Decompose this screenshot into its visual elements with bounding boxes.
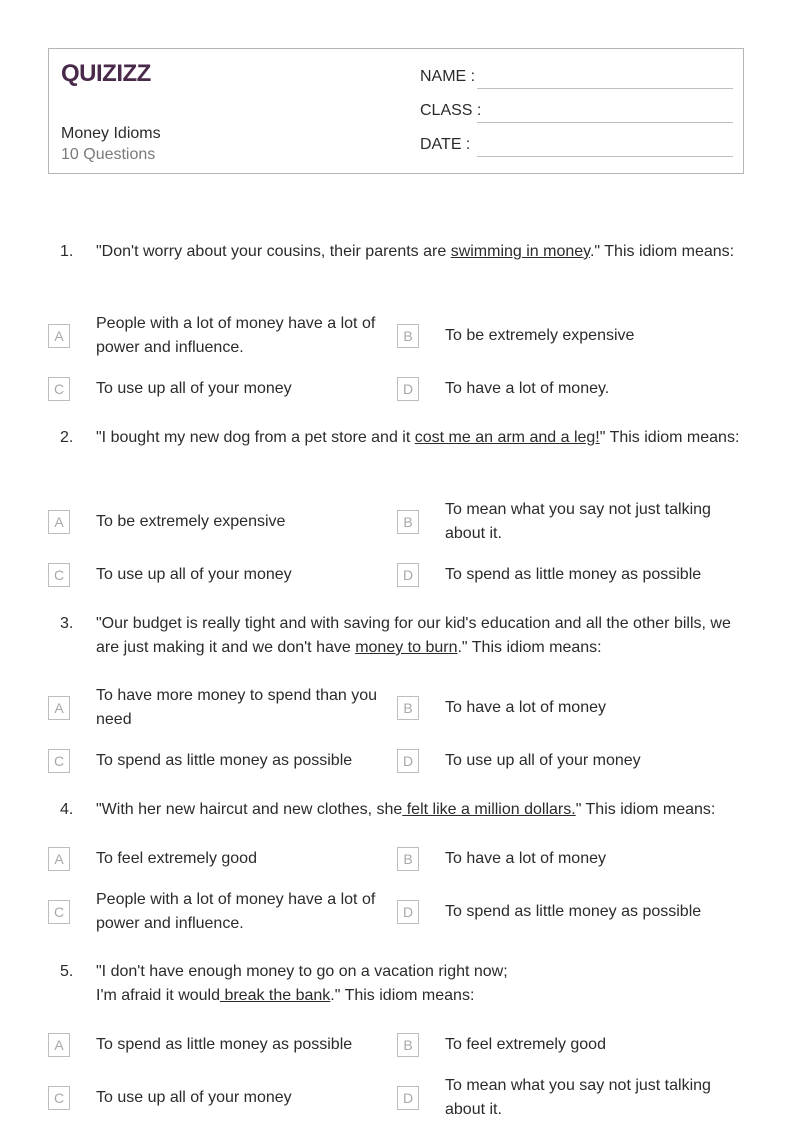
option-text: To spend as little money as possible (96, 1036, 353, 1053)
option-letter[interactable]: A (48, 510, 70, 534)
q4-option-d[interactable] (397, 888, 746, 936)
date-line[interactable] (477, 156, 733, 157)
option-text: To have a lot of money. (445, 380, 610, 397)
option-text: To be extremely expensive (445, 327, 635, 344)
option-letter[interactable]: A (48, 696, 70, 720)
idiom: break the bank (220, 987, 331, 1004)
q5-option-d[interactable] (397, 1074, 746, 1122)
question-text-after: ." This idiom means: (589, 243, 735, 260)
option-text: To have a lot of money (445, 699, 606, 716)
question-number: 5. (60, 963, 74, 980)
idiom: cost me an arm and a leg! (414, 429, 600, 446)
class-field[interactable] (420, 102, 733, 126)
option-text: People with a lot of money have a lot of power and influence. (96, 315, 376, 356)
option-text: To use up all of your money (96, 566, 292, 583)
q3-option-b[interactable] (397, 684, 746, 732)
question-text-after: ." This idiom means: (457, 639, 602, 656)
option-letter[interactable]: D (397, 749, 419, 773)
question-text-before: I'm afraid it would (96, 987, 220, 1004)
question-text-before: "With her new haircut and new clothes, she (96, 801, 403, 818)
option-letter[interactable]: D (397, 563, 419, 587)
option-letter[interactable]: A (48, 847, 70, 871)
question-text-line1: "I don't have enough money to go on a vacation right now; (96, 963, 508, 980)
q2-option-d[interactable] (397, 551, 746, 599)
q3-option-c[interactable] (48, 737, 397, 785)
quiz-title: Money Idioms (61, 125, 161, 142)
q5-option-c[interactable] (48, 1074, 397, 1122)
question-text (96, 960, 744, 1008)
question-text-after: ." This idiom means: (330, 987, 475, 1004)
question-count: 10 Questions (61, 146, 156, 163)
option-letter[interactable]: D (397, 1086, 419, 1110)
option-text: To spend as little money as possible (96, 752, 353, 769)
name-line[interactable] (477, 88, 733, 89)
question-text-before: "I bought my new dog from a pet store and it (96, 429, 415, 446)
option-text: To have a lot of money (445, 850, 606, 867)
option-text: To have more money to spend than you need (96, 687, 378, 728)
idiom: money to burn (355, 639, 458, 656)
idiom: felt like a million dollars. (402, 801, 576, 818)
option-letter[interactable]: D (397, 377, 419, 401)
option-text: To spend as little money as possible (445, 566, 702, 583)
question-number: 2. (60, 429, 74, 446)
option-letter[interactable]: B (397, 847, 419, 871)
option-text: To feel extremely good (445, 1036, 606, 1053)
q4-option-c[interactable] (48, 888, 397, 936)
question-text-before: "Don't worry about your cousins, their parents are (96, 243, 451, 260)
question-number: 4. (60, 801, 74, 818)
q2-option-b[interactable] (397, 498, 746, 546)
question-text (96, 612, 744, 660)
option-text: To mean what you say not just talking about it. (445, 1077, 711, 1118)
option-letter[interactable]: C (48, 1086, 70, 1110)
question-text-before: "Our budget is really tight and with saving for our kid's education and all the other bills, we are just making it and we don't have (96, 615, 731, 656)
option-text: To use up all of your money (445, 752, 641, 769)
class-line[interactable] (477, 122, 733, 123)
option-text: To feel extremely good (96, 850, 257, 867)
question-number: 3. (60, 615, 74, 632)
option-text: To be extremely expensive (96, 513, 286, 530)
q5-option-a[interactable] (48, 1021, 397, 1069)
option-letter[interactable]: B (397, 696, 419, 720)
q1-option-a[interactable] (48, 312, 397, 360)
quizizz-logo (61, 58, 153, 88)
q3-option-a[interactable] (48, 684, 397, 732)
q4-option-a[interactable] (48, 835, 397, 883)
option-letter[interactable]: D (397, 900, 419, 924)
option-letter[interactable]: B (397, 510, 419, 534)
name-field[interactable] (420, 68, 733, 92)
option-text: To use up all of your money (96, 380, 292, 397)
class-label: CLASS : (420, 102, 482, 119)
q2-option-c[interactable] (48, 551, 397, 599)
option-letter[interactable]: B (397, 324, 419, 348)
q1-option-d[interactable] (397, 365, 746, 413)
q5-option-b[interactable] (397, 1021, 746, 1069)
option-letter[interactable]: A (48, 324, 70, 348)
q3-option-d[interactable] (397, 737, 746, 785)
q1-option-b[interactable] (397, 312, 746, 360)
name-label: NAME : (420, 68, 476, 85)
option-letter[interactable]: C (48, 749, 70, 773)
question-text (96, 798, 744, 822)
option-letter[interactable]: C (48, 377, 70, 401)
date-field[interactable] (420, 136, 733, 160)
option-text: People with a lot of money have a lot of power and influence. (96, 891, 376, 932)
option-letter[interactable]: C (48, 563, 70, 587)
option-letter[interactable]: B (397, 1033, 419, 1057)
date-label: DATE : (420, 136, 471, 153)
question-text (96, 426, 744, 450)
question-text-after: " This idiom means: (599, 429, 740, 446)
option-text: To use up all of your money (96, 1089, 292, 1106)
option-text: To mean what you say not just talking about it. (445, 501, 711, 542)
q1-option-c[interactable] (48, 365, 397, 413)
idiom: swimming in money (450, 243, 590, 260)
option-text: To spend as little money as possible (445, 903, 702, 920)
worksheet-header (48, 48, 744, 174)
q2-option-a[interactable] (48, 498, 397, 546)
option-letter[interactable]: C (48, 900, 70, 924)
q4-option-b[interactable] (397, 835, 746, 883)
question-text-after: " This idiom means: (575, 801, 716, 818)
question-text (96, 240, 744, 264)
svg-text:QUIZIZZ: QUIZIZZ (61, 60, 151, 87)
question-number: 1. (60, 243, 74, 260)
option-letter[interactable]: A (48, 1033, 70, 1057)
